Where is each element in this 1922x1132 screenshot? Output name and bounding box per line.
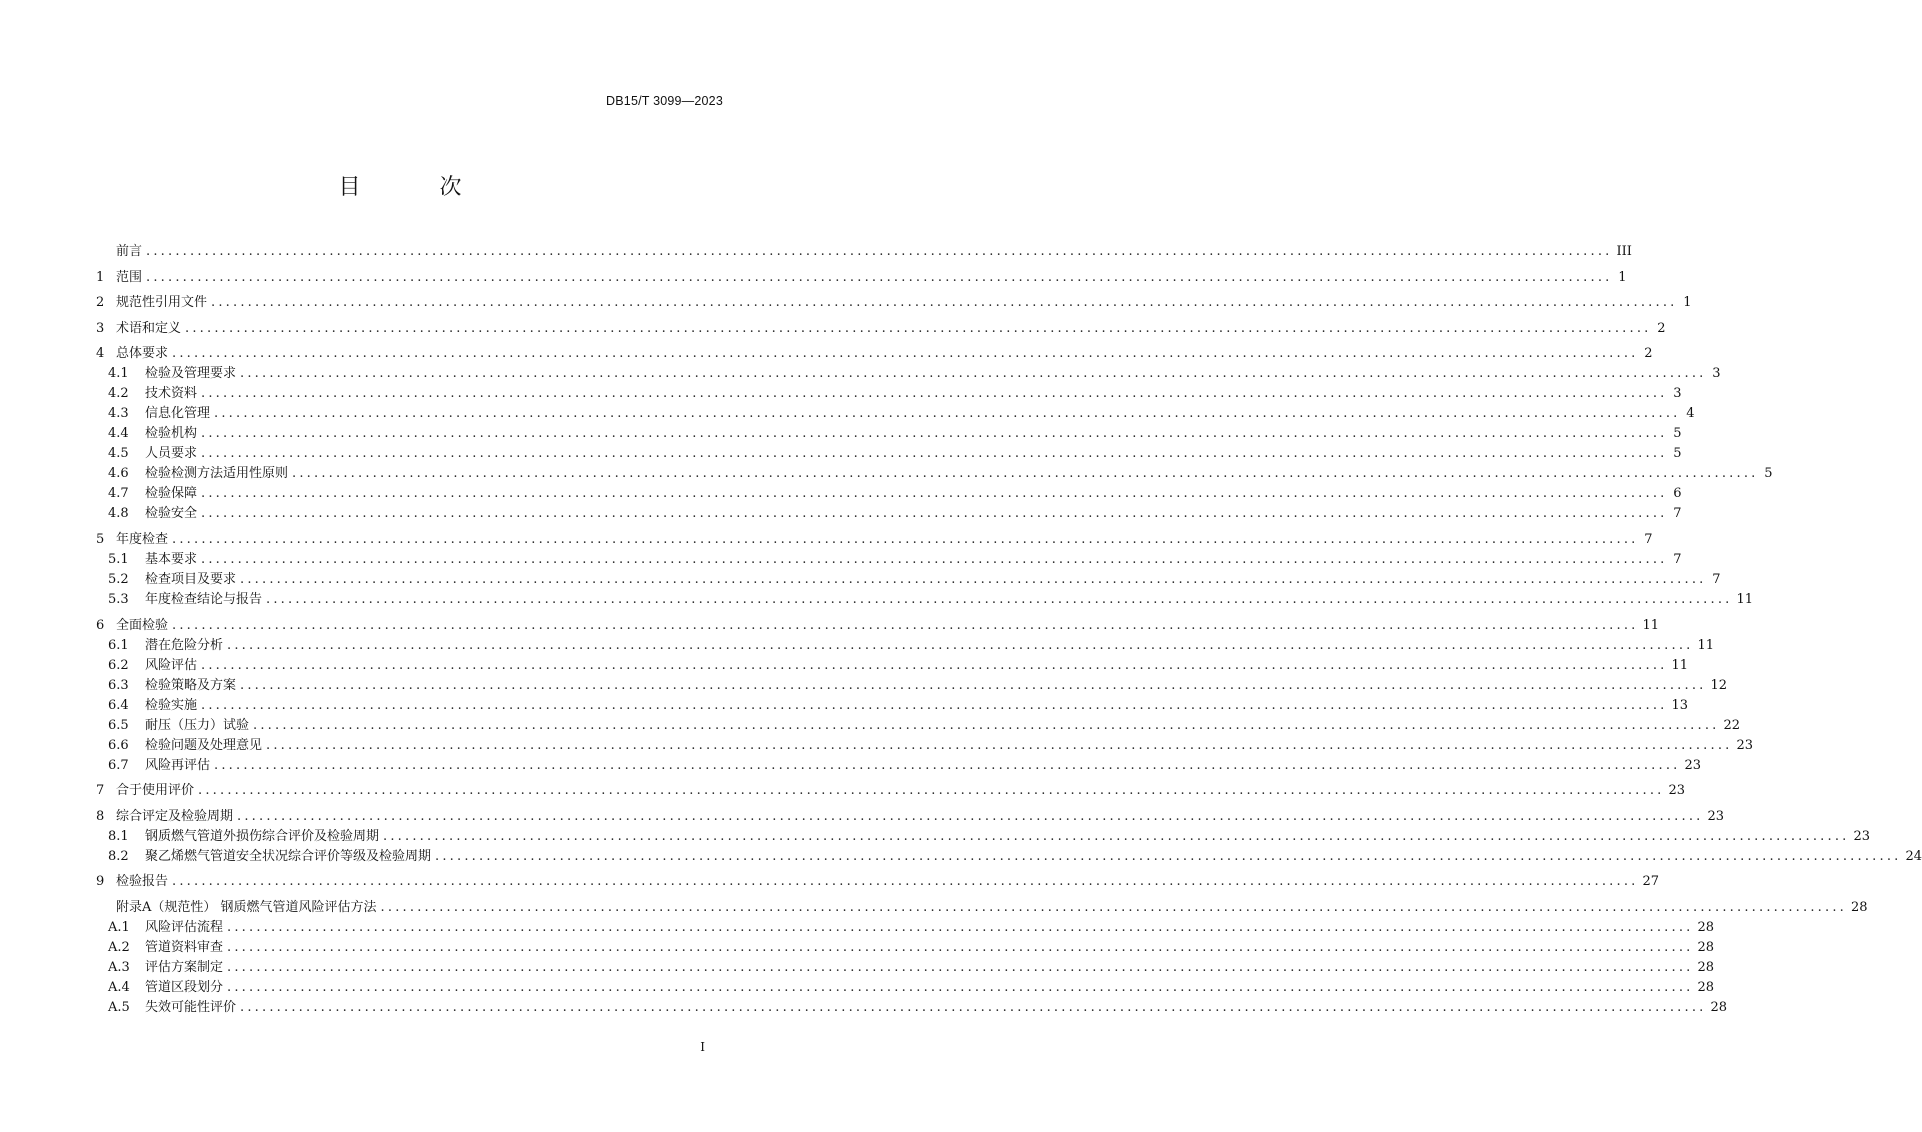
toc-entry-page: 11 [1736, 591, 1754, 607]
toc-dot-leader: ........................................................................................................................................................................................................ [201, 486, 1668, 502]
toc-entry[interactable] [96, 384, 1682, 404]
toc-entry[interactable] [96, 636, 1715, 656]
toc-entry-page: 3 [1712, 366, 1721, 382]
document-code: DB15/T 3099—2023 [606, 94, 723, 108]
toc-entry-page: 7 [1673, 506, 1682, 522]
toc-entry[interactable] [96, 404, 1695, 424]
toc-entry[interactable] [96, 807, 1725, 827]
toc-entry[interactable] [96, 872, 1660, 892]
toc-entry[interactable] [96, 590, 1754, 610]
toc-entry-number: 6.2 [108, 657, 129, 673]
toc-entry[interactable] [96, 444, 1682, 464]
toc-entry-label: 风险评估 [145, 657, 198, 673]
toc-entry[interactable] [96, 319, 1666, 339]
toc-entry-page: 24 [1905, 848, 1922, 864]
toc-entry-number: 5 [96, 531, 105, 547]
toc-entry[interactable] [96, 242, 1632, 262]
toc-entry-page: 11 [1697, 637, 1715, 653]
toc-dot-leader: ........................................................................................................................................................................................................ [227, 919, 1694, 935]
toc-entry-label: 检验策略及方案 [145, 677, 237, 693]
toc-entry-label: 总体要求 [116, 346, 169, 362]
toc-entry-label: 年度检查结论与报告 [145, 591, 263, 607]
toc-entry-page: 4 [1686, 406, 1695, 422]
toc-entry-number: A.1 [108, 919, 130, 935]
toc-entry-label: 附录A（规范性） 钢质燃气管道风险评估方法 [116, 899, 377, 915]
toc-entry[interactable] [96, 484, 1682, 504]
toc-entry-label: 管道区段划分 [145, 979, 224, 995]
toc-dot-leader: ........................................................................................................................................................................................................ [227, 959, 1694, 975]
toc-entry-label: 评估方案制定 [145, 959, 224, 975]
toc-entry-label: 全面检验 [116, 617, 169, 633]
toc-entry-label: 风险评估流程 [145, 919, 224, 935]
toc-dot-leader: ........................................................................................................................................................................................................ [172, 874, 1639, 890]
toc-entry-label: 前言 [116, 244, 143, 259]
toc-entry[interactable] [96, 781, 1686, 801]
toc-entry[interactable] [96, 998, 1728, 1018]
toc-entry-number: 5.1 [108, 551, 129, 567]
toc-entry-page: 7 [1712, 571, 1721, 587]
toc-entry-label: 规范性引用文件 [116, 295, 208, 311]
toc-entry-label: 检验报告 [116, 874, 169, 890]
toc-entry-page: 28 [1697, 959, 1715, 975]
toc-entry-number: 4.8 [108, 506, 129, 522]
toc-entry-page: 2 [1657, 320, 1666, 336]
toc-entry-number: A.3 [108, 959, 130, 975]
toc-dot-leader: ........................................................................................................................................................................................................ [266, 737, 1733, 753]
toc-entry-number: 6.1 [108, 637, 129, 653]
toc-entry[interactable] [96, 504, 1682, 524]
toc-entry-page: 1 [1683, 295, 1692, 311]
toc-entry-number: A.5 [108, 999, 130, 1015]
toc-entry[interactable] [96, 656, 1689, 676]
toc-entry-number: 8.2 [108, 848, 129, 864]
toc-entry-label: 术语和定义 [116, 320, 182, 336]
toc-entry-number: 6.3 [108, 677, 129, 693]
toc-entry-page: 28 [1697, 939, 1715, 955]
toc-entry-page: 6 [1673, 486, 1682, 502]
toc-dot-leader: ........................................................................................................................................................................................................ [172, 346, 1639, 362]
toc-dot-leader: ........................................................................................................................................................................................................ [240, 677, 1707, 693]
toc-entry-number: 6.6 [108, 737, 129, 753]
toc-entry[interactable] [96, 716, 1741, 736]
toc-entry-page: 28 [1697, 979, 1715, 995]
toc-dot-leader: ........................................................................................................................................................................................................ [201, 386, 1668, 402]
toc-entry-label: 潜在危险分析 [145, 637, 224, 653]
toc-entry-page: 3 [1673, 386, 1682, 402]
toc-dot-leader: ........................................................................................................................................................................................................ [198, 783, 1665, 799]
toc-dot-leader: ........................................................................................................................................................................................................ [201, 506, 1668, 522]
toc-entry-page: 2 [1644, 346, 1653, 362]
toc-entry-number: 7 [96, 783, 105, 799]
toc-entry-page: 23 [1853, 828, 1871, 844]
toc-entry-label: 检验实施 [145, 697, 198, 713]
page-title: 目 次 [338, 175, 498, 200]
toc-entry-page: 11 [1671, 657, 1689, 673]
toc-dot-leader: ........................................................................................................................................................................................................ [201, 697, 1668, 713]
toc-dot-leader: ........................................................................................................................................................................................................ [237, 808, 1704, 824]
toc-entry-page: 11 [1642, 617, 1660, 633]
toc-dot-leader: ........................................................................................................................................................................................................ [380, 899, 1847, 915]
toc-entry-page: 28 [1710, 999, 1728, 1015]
toc-entry-label: 综合评定及检验周期 [116, 808, 234, 824]
toc-entry-label: 失效可能性评价 [145, 999, 237, 1015]
toc-dot-leader: ........................................................................................................................................................................................................ [211, 295, 1678, 311]
footer-page-number: I [700, 1040, 705, 1054]
toc-dot-leader: ........................................................................................................................................................................................................ [146, 269, 1613, 285]
toc-entry-number: 4.6 [108, 466, 129, 482]
toc-entry-label: 人员要求 [145, 446, 198, 462]
toc-entry-number: A.4 [108, 979, 130, 995]
toc-entry-page: 5 [1673, 426, 1682, 442]
toc-entry[interactable] [96, 898, 1868, 918]
toc-entry[interactable] [96, 827, 1871, 847]
toc-entry-number: 4.5 [108, 446, 129, 462]
toc-entry-label: 检验保障 [145, 486, 198, 502]
toc-dot-leader: ........................................................................................................................................................................................................ [240, 999, 1707, 1015]
toc-entry-label: 年度检查 [116, 531, 169, 547]
toc-entry-page: 12 [1710, 677, 1728, 693]
toc-entry-number: 3 [96, 320, 105, 336]
toc-entry-label: 检验及管理要求 [145, 366, 237, 382]
toc-entry-number: 4 [96, 346, 105, 362]
toc-entry-number: 6.7 [108, 757, 129, 773]
toc-dot-leader: ........................................................................................................................................................................................................ [266, 591, 1733, 607]
toc-entry-page: 7 [1644, 531, 1653, 547]
toc-dot-leader: ........................................................................................................................................................................................................ [201, 551, 1668, 567]
toc-entry-label: 检查项目及要求 [145, 571, 237, 587]
toc-entry[interactable] [96, 344, 1653, 364]
toc-entry-number: 6.5 [108, 717, 129, 733]
toc-entry-page: 13 [1671, 697, 1689, 713]
toc-entry[interactable] [96, 847, 1922, 867]
toc-entry[interactable] [96, 550, 1682, 570]
toc-entry-number: 6.4 [108, 697, 129, 713]
table-of-contents [96, 242, 1922, 1018]
toc-entry-number: 2 [96, 295, 105, 311]
toc-entry-page: 5 [1764, 466, 1773, 482]
toc-entry[interactable] [96, 918, 1715, 938]
toc-entry-label: 风险再评估 [145, 757, 211, 773]
toc-dot-leader: ........................................................................................................................................................................................................ [435, 848, 1902, 864]
toc-dot-leader: ........................................................................................................................................................................................................ [201, 446, 1668, 462]
toc-entry-number: 4.4 [108, 426, 129, 442]
toc-entry-label: 检验安全 [145, 506, 198, 522]
toc-dot-leader: ........................................................................................................................................................................................................ [214, 757, 1681, 773]
toc-entry-label: 钢质燃气管道外损伤综合评价及检验周期 [145, 828, 380, 844]
toc-dot-leader: ........................................................................................................................................................................................................ [201, 426, 1668, 442]
toc-entry[interactable] [96, 938, 1715, 958]
toc-entry-label: 检验检测方法适用性原则 [145, 466, 289, 482]
toc-entry-label: 信息化管理 [145, 406, 211, 422]
toc-entry-label: 合于使用评价 [116, 783, 195, 799]
toc-dot-leader: ........................................................................................................................................................................................................ [146, 244, 1613, 259]
toc-entry-page: 27 [1642, 874, 1660, 890]
toc-entry[interactable] [96, 676, 1728, 696]
toc-entry[interactable] [96, 530, 1653, 550]
toc-entry[interactable] [96, 696, 1689, 716]
toc-entry-page: 23 [1736, 737, 1754, 753]
toc-entry-number: 5.3 [108, 591, 129, 607]
toc-entry-label: 范围 [116, 269, 143, 285]
toc-dot-leader: ........................................................................................................................................................................................................ [240, 366, 1707, 382]
toc-dot-leader: ........................................................................................................................................................................................................ [185, 320, 1652, 336]
toc-entry-label: 基本要求 [145, 551, 198, 567]
toc-dot-leader: ........................................................................................................................................................................................................ [201, 657, 1668, 673]
toc-entry-page: 22 [1723, 717, 1741, 733]
toc-dot-leader: ........................................................................................................................................................................................................ [172, 617, 1639, 633]
toc-dot-leader: ........................................................................................................................................................................................................ [227, 637, 1694, 653]
toc-entry[interactable] [96, 268, 1627, 288]
toc-entry-number: 6 [96, 617, 105, 633]
toc-entry-page: 1 [1618, 269, 1627, 285]
toc-dot-leader: ........................................................................................................................................................................................................ [214, 406, 1681, 422]
toc-entry-number: 4.2 [108, 386, 129, 402]
toc-entry-number: 4.3 [108, 406, 129, 422]
toc-entry-label: 检验机构 [145, 426, 198, 442]
toc-entry[interactable] [96, 464, 1773, 484]
toc-entry-page: III [1616, 244, 1632, 259]
toc-entry[interactable] [96, 293, 1692, 313]
toc-dot-leader: ........................................................................................................................................................................................................ [172, 531, 1639, 547]
toc-entry-number: 5.2 [108, 571, 129, 587]
toc-entry-number: 9 [96, 874, 105, 890]
toc-entry[interactable] [96, 364, 1721, 384]
toc-entry-page: 23 [1707, 808, 1725, 824]
toc-entry[interactable] [96, 424, 1682, 444]
toc-entry-number: 8 [96, 808, 105, 824]
toc-entry[interactable] [96, 736, 1754, 756]
toc-entry-number: 4.1 [108, 366, 129, 382]
toc-entry-page: 23 [1684, 757, 1702, 773]
toc-dot-leader: ........................................................................................................................................................................................................ [240, 571, 1707, 587]
toc-entry-label: 耐压（压力）试验 [145, 717, 250, 733]
toc-entry[interactable] [96, 616, 1660, 636]
toc-entry[interactable] [96, 978, 1715, 998]
toc-entry-number: 8.1 [108, 828, 129, 844]
toc-entry[interactable] [96, 958, 1715, 978]
toc-entry-label: 管道资料审查 [145, 939, 224, 955]
toc-entry[interactable] [96, 570, 1721, 590]
toc-entry-page: 5 [1673, 446, 1682, 462]
toc-dot-leader: ........................................................................................................................................................................................................ [383, 828, 1850, 844]
toc-entry-label: 检验问题及处理意见 [145, 737, 263, 753]
toc-entry-page: 28 [1697, 919, 1715, 935]
toc-entry-number: 4.7 [108, 486, 129, 502]
toc-entry-label: 聚乙烯燃气管道安全状况综合评价等级及检验周期 [145, 848, 432, 864]
toc-entry[interactable] [96, 756, 1702, 776]
toc-entry-label: 技术资料 [145, 386, 198, 402]
toc-dot-leader: ........................................................................................................................................................................................................ [227, 939, 1694, 955]
toc-entry-page: 23 [1668, 783, 1686, 799]
toc-dot-leader: ........................................................................................................................................................................................................ [227, 979, 1694, 995]
toc-dot-leader: ........................................................................................................................................................................................................ [253, 717, 1720, 733]
toc-entry-page: 28 [1851, 899, 1868, 915]
toc-dot-leader: ........................................................................................................................................................................................................ [292, 466, 1759, 482]
toc-entry-number: 1 [96, 269, 105, 285]
toc-entry-page: 7 [1673, 551, 1682, 567]
toc-entry-number: A.2 [108, 939, 130, 955]
